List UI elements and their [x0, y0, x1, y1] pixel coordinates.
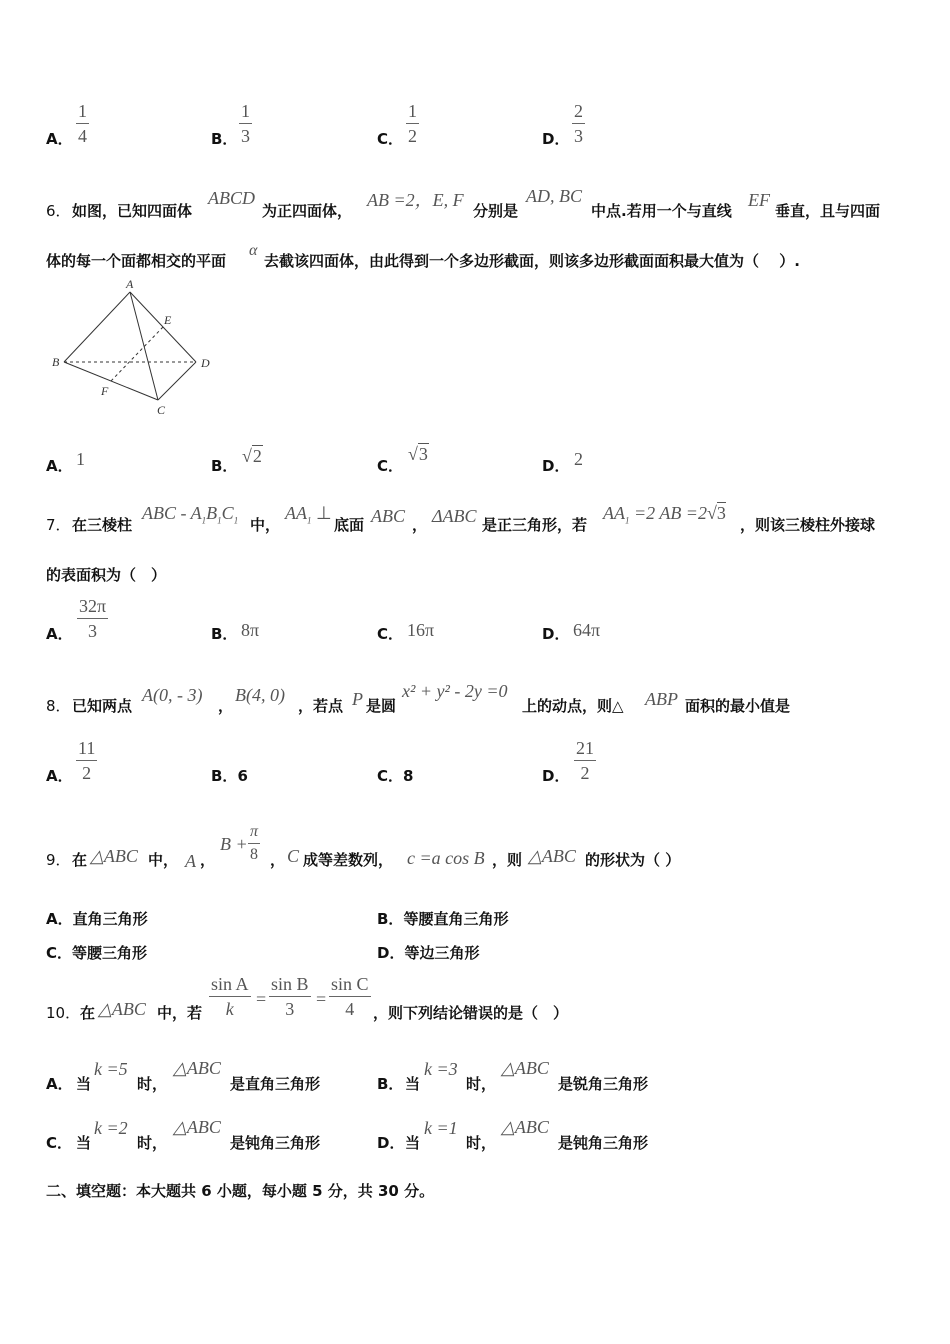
q5-option-d-label: D．: [542, 130, 570, 148]
q10-option-c-mid: 时，: [137, 1134, 168, 1152]
q10-option-b-label: B．: [377, 1075, 404, 1093]
q6-option-d-label: D．: [542, 457, 570, 475]
q6-option-c-label: C．: [377, 457, 404, 475]
q8-option-a-fraction: $\frac{11}{2}$: [78, 738, 96, 783]
q9-text-7: 的形状为（ ）: [585, 851, 681, 869]
q10-option-a-k: k =5: [94, 1059, 128, 1079]
q5-option-a-fraction: $\frac{1}{4}$: [78, 101, 87, 146]
q10-text-3: ，则下列结论错误的是（ ）: [373, 1004, 569, 1022]
q9-option-a: A．直角三角形: [46, 910, 148, 928]
q9-text-4: ，: [270, 851, 286, 869]
q10-number: 10．: [46, 1004, 81, 1022]
q7-math-prism: ABC - $A_1B_1C_1$: [142, 503, 239, 526]
q9-math-c: C: [287, 846, 300, 866]
q10-option-c-triangle: △ABC: [173, 1117, 221, 1137]
q10-option-b-mid: 时，: [466, 1075, 497, 1093]
q8-option-d-label: D．: [542, 767, 570, 785]
q10-option-c-k: k =2: [94, 1118, 128, 1138]
q9-math-pi-fraction: $\frac{\pi}{8}$: [250, 823, 259, 863]
q9-math-triangle: △ABC: [90, 846, 138, 866]
q10-text-1: 在: [80, 1004, 96, 1022]
q9-text-3: ，: [200, 851, 216, 869]
q9-math-a: A: [185, 851, 196, 871]
q5-option-a-label: A．: [46, 130, 73, 148]
q10-option-c-post: 是钝角三角形: [230, 1134, 321, 1152]
q8-math-point-a: A(0, - 3): [142, 685, 203, 705]
q9-math-triangle-2: △ABC: [528, 846, 576, 866]
q6-text-2: 为正四面体，: [262, 202, 353, 220]
q10-option-a-pre: 当: [76, 1075, 92, 1093]
q6-text-5: 垂直，且与四面: [775, 202, 881, 220]
q8-text-2: ，: [218, 697, 234, 715]
q7-option-d-label: D．: [542, 625, 570, 643]
q8-math-abp: ABP: [645, 689, 678, 709]
q10-equals-1: =: [256, 989, 267, 1009]
q8-option-b: B．6: [211, 767, 248, 785]
q8-text-4: 是圆: [366, 697, 397, 715]
q10-option-d-triangle: △ABC: [501, 1117, 549, 1137]
q7-option-c-value: 16π: [407, 620, 435, 640]
q10-option-c-label: C．: [46, 1134, 73, 1152]
q10-option-d-post: 是钝角三角形: [558, 1134, 649, 1152]
q6-text-4: 中点.若用一个与直线: [591, 202, 732, 220]
q6-math-alpha: α: [249, 242, 258, 259]
q8-math-point-b: B(4, 0): [235, 685, 285, 705]
q6-math-ab: AB =2，E, F: [367, 190, 464, 210]
q10-fraction-sin-a: $\frac{\text{sin A}}{k}$: [211, 974, 249, 1019]
q8-math-p: P: [352, 689, 363, 709]
q6-text-3: 分别是: [473, 202, 519, 220]
tetrahedron-figure: [46, 278, 226, 423]
q8-text-1: 已知两点: [72, 697, 133, 715]
q9-text-2: 中，: [148, 851, 179, 869]
q7-text-5: 是正三角形，若: [482, 516, 588, 534]
q6-math-abcd: ABCD: [208, 188, 255, 208]
q10-option-b-pre: 当: [405, 1075, 421, 1093]
q7-text-1: 在三棱柱: [72, 516, 133, 534]
q10-fraction-sin-b: $\frac{\text{sin B}}{3}$: [271, 974, 309, 1019]
q5-option-c-fraction: $\frac{1}{2}$: [408, 101, 417, 146]
figure-label-f: F: [101, 384, 109, 398]
q6-math-ef: EF: [748, 190, 770, 210]
q7-math-triangle: ΔABC: [432, 506, 477, 526]
figure-label-d: D: [201, 356, 210, 370]
figure-label-b: B: [52, 355, 60, 369]
q8-text-5: 上的动点，则△: [522, 697, 624, 715]
q7-number: 7．: [46, 516, 71, 534]
q6-math-adbc: AD, BC: [526, 186, 582, 206]
q5-option-b-label: B．: [211, 130, 238, 148]
q10-option-b-post: 是锐角三角形: [558, 1075, 649, 1093]
q8-option-a-label: A．: [46, 767, 73, 785]
q10-option-d-k: k =1: [424, 1118, 458, 1138]
q7-option-c-label: C．: [377, 625, 404, 643]
q10-option-b-triangle: △ABC: [501, 1058, 549, 1078]
q9-math-b: B +: [220, 834, 248, 854]
q8-option-c: C．8: [377, 767, 414, 785]
q9-number: 9．: [46, 851, 71, 869]
q10-option-a-label: A．: [46, 1075, 73, 1093]
q10-option-a-post: 是直角三角形: [230, 1075, 321, 1093]
q6-line2-a: 体的每一个面都相交的平面: [46, 252, 227, 270]
q10-math-triangle: △ABC: [98, 999, 146, 1019]
q10-option-a-mid: 时，: [137, 1075, 168, 1093]
q7-math-aa: $AA_1$: [285, 503, 312, 526]
q7-option-b-label: B．: [211, 625, 238, 643]
q9-text-6: ，则: [492, 851, 523, 869]
q6-option-b-label: B．: [211, 457, 238, 475]
q6-line2-b: 去截该四面体，由此得到一个多边形截面，则该多边形截面面积最大值为（ ）.: [264, 252, 800, 270]
q8-number: 8．: [46, 697, 71, 715]
q7-text-6: ，则该三棱柱外接球: [740, 516, 876, 534]
q5-option-c-label: C．: [377, 130, 404, 148]
q7-text-3: 底面: [334, 516, 365, 534]
q7-option-d-value: 64π: [573, 620, 601, 640]
q9-option-c: C．等腰三角形: [46, 944, 148, 962]
section-2-heading: 二、填空题：本大题共 6 小题，每小题 5 分，共 30 分。: [46, 1182, 435, 1200]
q8-text-3: ，若点: [298, 697, 344, 715]
q10-option-d-pre: 当: [405, 1134, 421, 1152]
q10-option-d-label: D．: [377, 1134, 405, 1152]
q9-text-1: 在: [72, 851, 88, 869]
q6-text-1: 如图，已知四面体: [72, 202, 193, 220]
q6-option-a-label: A．: [46, 457, 73, 475]
q9-option-b: B．等腰直角三角形: [377, 910, 509, 928]
q6-option-b-sqrt: √2: [242, 446, 262, 466]
q5-option-b-fraction: $\frac{1}{3}$: [241, 101, 250, 146]
q7-text-4: ，: [412, 516, 428, 534]
q10-option-c-pre: 当: [76, 1134, 92, 1152]
q9-math-equation: c =a cos B: [407, 848, 485, 868]
q6-option-a-value: 1: [76, 449, 85, 469]
figure-label-a: A: [126, 278, 134, 291]
q9-text-5: 成等差数列，: [303, 851, 394, 869]
q7-option-a-label: A．: [46, 625, 73, 643]
figure-label-e: E: [164, 313, 172, 327]
q8-math-circle: x² + y² - 2y =0: [402, 681, 508, 701]
q10-option-d-mid: 时，: [466, 1134, 497, 1152]
q7-math-abc: ABC: [371, 506, 405, 526]
q7-text-2: 中，: [250, 516, 281, 534]
q10-text-2: 中，若: [157, 1004, 203, 1022]
q7-math-perp: ⊥: [316, 503, 332, 523]
q10-option-b-k: k =3: [424, 1059, 458, 1079]
q7-math-condition: $AA_1 =2$ AB =2√3: [603, 503, 726, 526]
q7-option-a-fraction: $\frac{32\pi}{3}$: [79, 596, 107, 641]
q9-option-d: D．等边三角形: [377, 944, 480, 962]
q7-option-b-value: 8π: [241, 620, 260, 640]
q6-option-d-value: 2: [574, 449, 583, 469]
figure-label-c: C: [157, 403, 166, 417]
q6-number: 6．: [46, 202, 71, 220]
q10-equals-2: =: [316, 989, 327, 1009]
q5-option-d-fraction: $\frac{2}{3}$: [574, 101, 583, 146]
q8-option-d-fraction: $\frac{21}{2}$: [576, 738, 594, 783]
q7-line2: 的表面积为（ ）: [46, 566, 167, 584]
q6-option-c-sqrt: √3: [408, 444, 428, 464]
q10-option-a-triangle: △ABC: [173, 1058, 221, 1078]
q10-fraction-sin-c: $\frac{\text{sin C}}{4}$: [331, 974, 369, 1019]
q8-text-6: 面积的最小值是: [685, 697, 791, 715]
